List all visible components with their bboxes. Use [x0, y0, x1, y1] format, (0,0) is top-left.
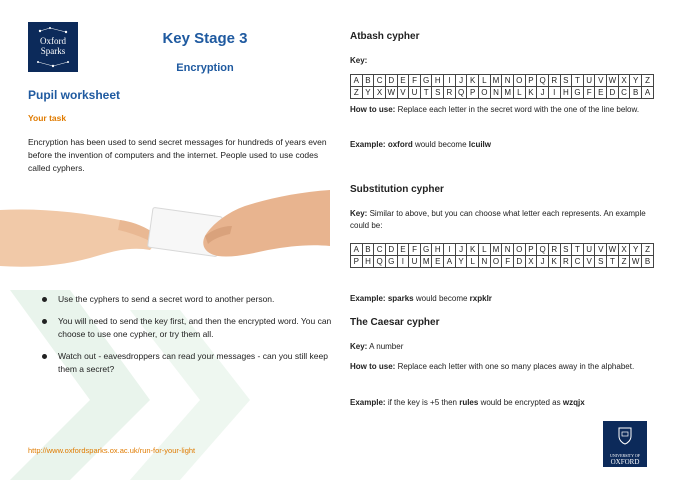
table-cell: T [607, 256, 619, 268]
logo-line-1: Oxford [40, 36, 66, 46]
table-cell: Z [618, 256, 630, 268]
table-cell: V [583, 256, 595, 268]
table-cell: X [618, 75, 630, 87]
table-cell: F [502, 256, 514, 268]
table-cell: V [595, 244, 607, 256]
table-cell: T [420, 87, 432, 99]
table-cell: N [490, 87, 502, 99]
task-heading: Your task [28, 113, 67, 123]
table-cell: Y [362, 87, 374, 99]
page-subtitle: Encryption [176, 62, 234, 74]
table-cell: R [548, 75, 560, 87]
example-label: Example: [350, 140, 386, 149]
atbash-how-to-use [350, 104, 655, 116]
table-cell: U [583, 244, 595, 256]
table-cell: B [362, 75, 374, 87]
example-mid: would become [414, 140, 467, 149]
page-title: Key Stage 3 [162, 30, 248, 47]
table-cell: F [409, 244, 421, 256]
how-to-use-label: How to use: [350, 362, 396, 371]
table-cell: O [479, 87, 491, 99]
caesar-heading: The Caesar cypher [350, 317, 440, 328]
example-pre: if the key is +5 then [387, 398, 457, 407]
table-cell: C [618, 87, 630, 99]
bullet-text: Watch out - eavesdroppers can read your messages - can you still keep them a secret? [58, 351, 328, 374]
table-cell: N [502, 75, 514, 87]
caesar-key [350, 341, 655, 353]
table-cell: J [537, 256, 549, 268]
table-cell: R [444, 87, 456, 99]
table-cell: G [572, 87, 584, 99]
bullet-icon [42, 354, 47, 359]
caesar-example [350, 397, 655, 409]
table-cell: A [642, 87, 654, 99]
key-label: Key: [350, 209, 368, 218]
table-cell: I [397, 256, 409, 268]
list-item [42, 350, 332, 376]
table-cell: V [595, 75, 607, 87]
table-cell: H [362, 256, 374, 268]
table-row [351, 244, 654, 256]
atbash-key-label: Key: [350, 56, 368, 65]
table-cell: U [409, 256, 421, 268]
table-cell: K [467, 244, 479, 256]
table-cell: T [572, 75, 584, 87]
example-result: wzqjx [562, 398, 585, 407]
table-cell: Q [537, 244, 549, 256]
oxford-logo-line-1: UNIVERSITY OF [610, 453, 640, 458]
table-cell: F [583, 87, 595, 99]
key-text: A number [369, 342, 404, 351]
worksheet-title: Pupil worksheet [28, 88, 121, 102]
list-item [42, 315, 332, 341]
atbash-heading: Atbash cypher [350, 31, 420, 42]
example-label: Example: [350, 398, 386, 407]
oxford-sparks-logo [28, 22, 78, 72]
table-cell: M [420, 256, 432, 268]
table-cell: P [467, 87, 479, 99]
table-cell: C [374, 244, 386, 256]
bullet-text: You will need to send the key first, and then the encrypted word. You can choose to use one cypher, or try them all. [58, 316, 332, 339]
table-cell: U [583, 75, 595, 87]
bullet-text: Use the cyphers to send a secret word to another person. [58, 294, 275, 304]
table-cell: T [572, 244, 584, 256]
substitution-heading: Substitution cypher [350, 184, 444, 195]
key-text: Similar to above, but you can choose what letter each represents. An example could be: [350, 209, 646, 230]
bullet-icon [42, 297, 47, 302]
table-cell: Q [455, 87, 467, 99]
task-bullet-list [42, 293, 332, 385]
table-cell: Y [455, 256, 467, 268]
caesar-how-to-use [350, 361, 655, 373]
substitution-key [350, 208, 655, 232]
table-cell: O [513, 244, 525, 256]
table-cell: D [607, 87, 619, 99]
example-result: lcuilw [468, 140, 491, 149]
intro-paragraph: Encryption has been used to send secret messages for hundreds of years even before the invention of computers and the internet. People used to use codes called cyphers. [28, 137, 327, 173]
table-cell: G [385, 256, 397, 268]
table-cell: G [420, 75, 432, 87]
table-cell: I [444, 244, 456, 256]
list-item [42, 293, 332, 306]
table-cell: J [455, 244, 467, 256]
oxford-crest-icon [618, 427, 632, 445]
table-cell: M [490, 244, 502, 256]
table-cell: S [595, 256, 607, 268]
table-cell: W [607, 244, 619, 256]
table-cell: E [397, 75, 409, 87]
table-cell: Q [374, 256, 386, 268]
table-cell: D [513, 256, 525, 268]
table-cell: C [572, 256, 584, 268]
example-word: rules [459, 398, 479, 407]
table-cell: D [385, 75, 397, 87]
table-cell: W [607, 75, 619, 87]
table-cell: I [444, 75, 456, 87]
table-row [351, 256, 654, 268]
table-cell: A [444, 256, 456, 268]
table-cell: W [630, 256, 642, 268]
table-cell: L [479, 75, 491, 87]
table-cell: L [479, 244, 491, 256]
table-cell: M [502, 87, 514, 99]
substitution-example [350, 293, 655, 305]
table-cell: V [397, 87, 409, 99]
table-cell: H [432, 244, 444, 256]
example-label: Example: [350, 294, 386, 303]
table-cell: X [618, 244, 630, 256]
table-cell: Y [630, 244, 642, 256]
table-cell: R [560, 256, 572, 268]
example-mid: would become [415, 294, 468, 303]
university-of-oxford-logo [603, 421, 647, 467]
table-cell: L [513, 87, 525, 99]
table-cell: Y [630, 75, 642, 87]
table-cell: N [479, 256, 491, 268]
table-cell: P [525, 244, 537, 256]
oxford-logo-line-2: OXFORD [610, 458, 640, 466]
table-cell: P [525, 75, 537, 87]
table-cell: A [351, 75, 363, 87]
table-cell: Q [537, 75, 549, 87]
hands-passing-card-image [0, 180, 330, 290]
table-cell: S [432, 87, 444, 99]
table-cell: E [432, 256, 444, 268]
table-cell: B [362, 244, 374, 256]
table-cell: S [560, 75, 572, 87]
table-cell: J [455, 75, 467, 87]
table-cell: P [351, 256, 363, 268]
table-cell: X [374, 87, 386, 99]
table-cell: O [513, 75, 525, 87]
table-cell: X [525, 256, 537, 268]
atbash-key-table [350, 74, 654, 99]
how-to-use-text: Replace each letter with one so many places away in the alphabet. [397, 362, 635, 371]
table-cell: K [467, 75, 479, 87]
key-label: Key: [350, 342, 368, 351]
table-cell: B [642, 256, 654, 268]
table-cell: M [490, 75, 502, 87]
table-cell: Z [351, 87, 363, 99]
table-cell: D [385, 244, 397, 256]
website-link[interactable]: http://www.oxfordsparks.ox.ac.uk/run-for-your-light [28, 446, 196, 455]
table-cell: U [409, 87, 421, 99]
table-cell: B [630, 87, 642, 99]
table-cell: I [548, 87, 560, 99]
table-cell: F [409, 75, 421, 87]
table-cell: L [467, 256, 479, 268]
table-cell: R [548, 244, 560, 256]
table-cell: O [490, 256, 502, 268]
how-to-use-label: How to use: [350, 105, 396, 114]
example-result: rxpklr [469, 294, 492, 303]
table-cell: S [560, 244, 572, 256]
example-mid: would be encrypted as [480, 398, 561, 407]
table-cell: E [595, 87, 607, 99]
example-word: oxford [387, 140, 413, 149]
table-cell: K [525, 87, 537, 99]
table-row [351, 87, 654, 99]
logo-line-2: Sparks [40, 46, 66, 56]
bullet-icon [42, 319, 47, 324]
table-cell: Z [642, 244, 654, 256]
table-cell: H [560, 87, 572, 99]
example-word: sparks [387, 294, 414, 303]
table-cell: Z [642, 75, 654, 87]
table-row [351, 75, 654, 87]
table-cell: J [537, 87, 549, 99]
table-cell: N [502, 244, 514, 256]
how-to-use-text: Replace each letter in the secret word with the one of the line below. [397, 105, 640, 114]
atbash-example [350, 139, 655, 151]
table-cell: E [397, 244, 409, 256]
table-cell: H [432, 75, 444, 87]
table-cell: K [548, 256, 560, 268]
table-cell: A [351, 244, 363, 256]
table-cell: G [420, 244, 432, 256]
substitution-key-table [350, 243, 654, 268]
table-cell: W [385, 87, 397, 99]
table-cell: C [374, 75, 386, 87]
